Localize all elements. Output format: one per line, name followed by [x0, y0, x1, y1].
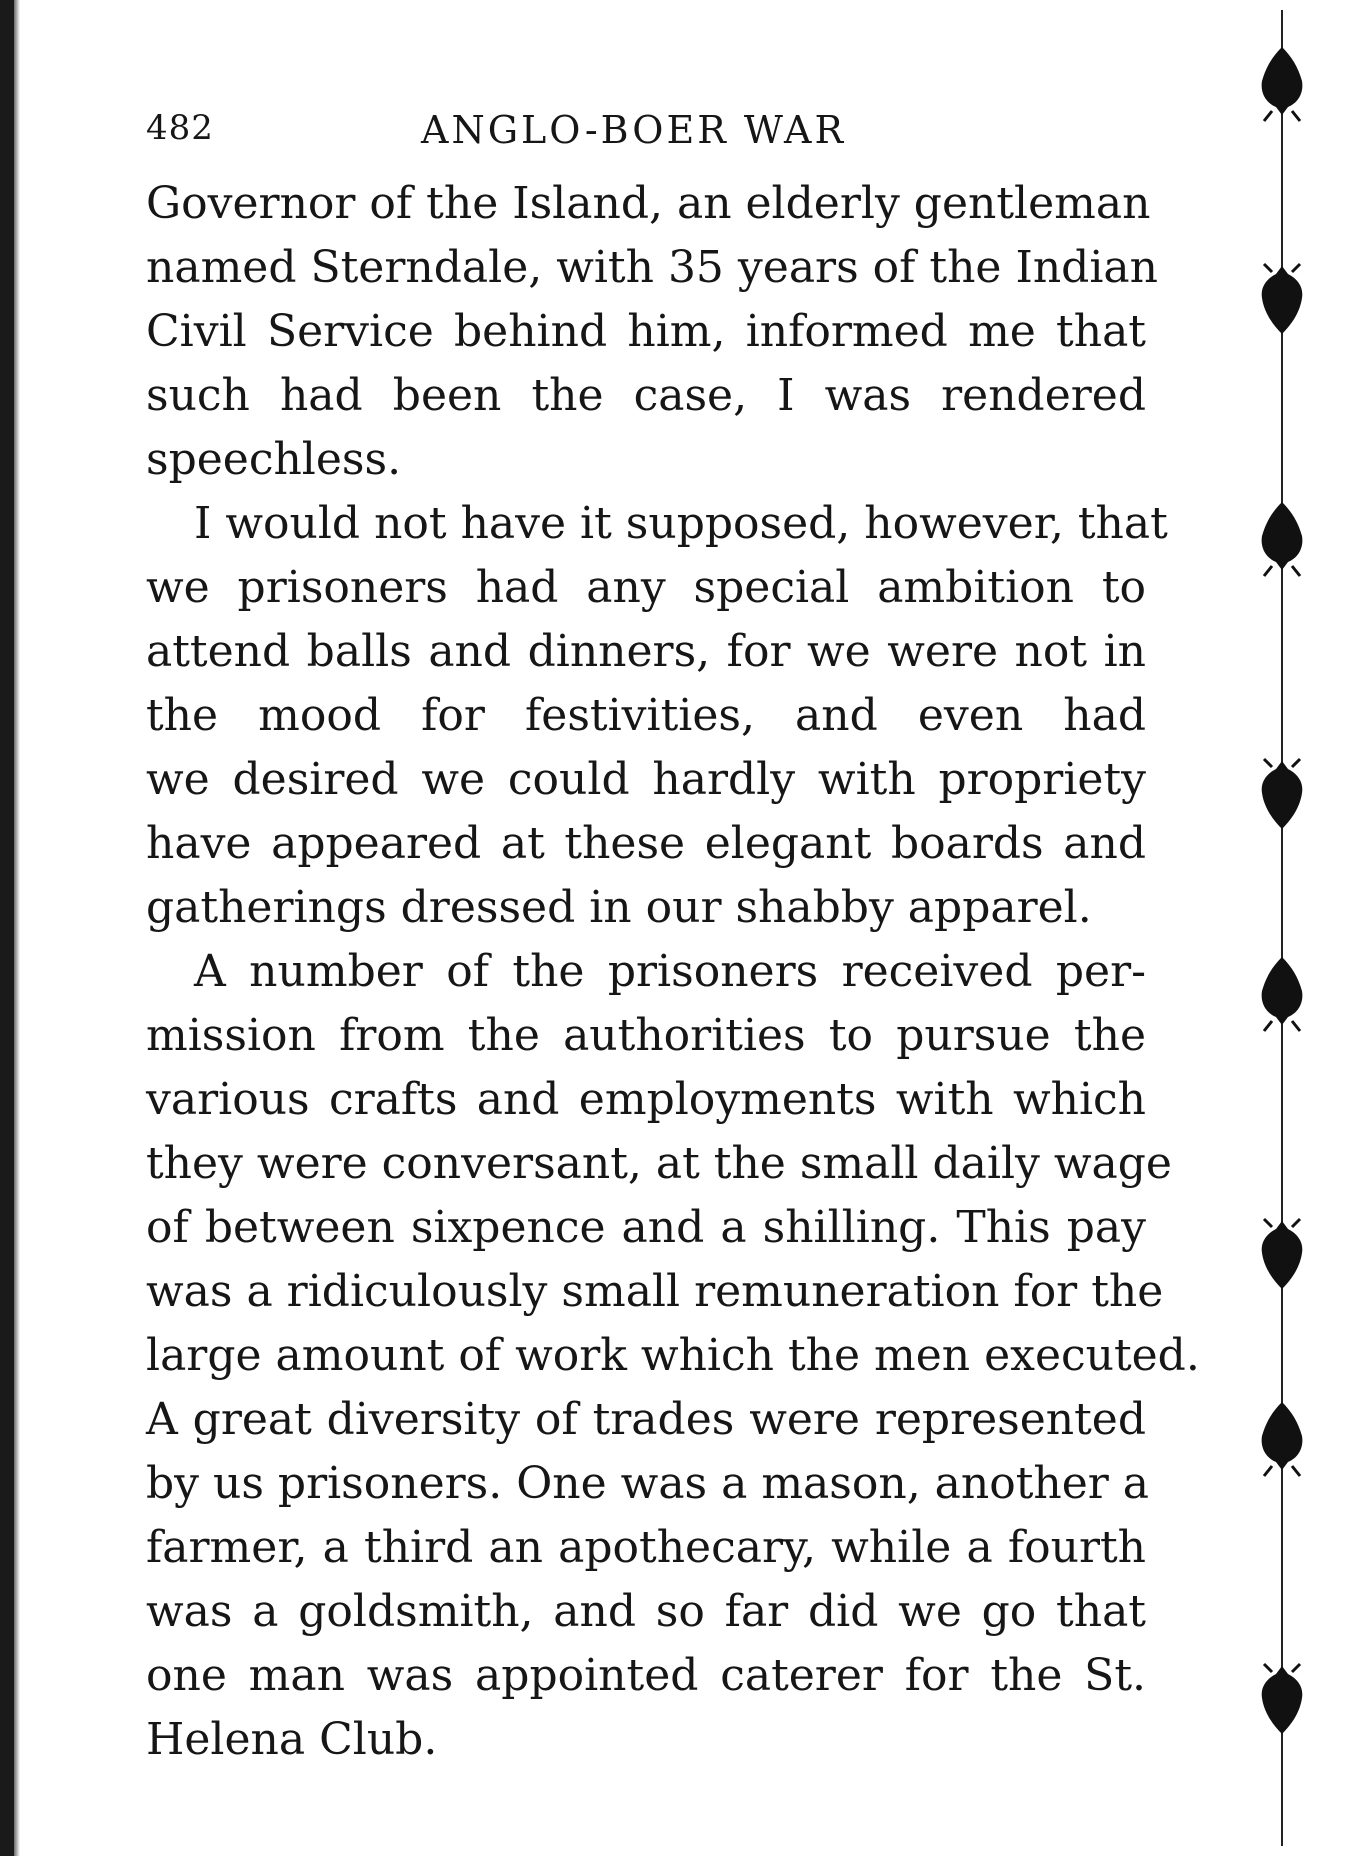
- page-number: 482: [146, 108, 214, 148]
- text-line: Helena Club.: [146, 1714, 438, 1765]
- text-line: they were conversant, at the small daily wage: [146, 1138, 1172, 1189]
- ornament-border: [1248, 0, 1318, 1856]
- text-line: we desired we could hardly with propriety: [146, 754, 1146, 805]
- text-line: Civil Service behind him, informed me that: [146, 306, 1146, 357]
- text-line: named Sterndale, with 35 years of the Indian: [146, 242, 1158, 293]
- leaf-ornament-icon: [1262, 264, 1303, 334]
- leaf-ornament-icon: [1262, 502, 1303, 576]
- text-line: various crafts and employments with which: [146, 1074, 1146, 1125]
- text-line: one man was appointed caterer for the St.: [146, 1650, 1146, 1701]
- ornament-border-svg: [1248, 0, 1318, 1856]
- text-line: attend balls and dinners, for we were not in: [146, 626, 1146, 677]
- leaf-ornament-icon: [1262, 957, 1303, 1031]
- text-line: mission from the authorities to pursue the: [146, 1010, 1146, 1061]
- leaf-ornament-icon: [1262, 759, 1303, 829]
- text-line: A great diversity of trades were represented: [146, 1394, 1146, 1445]
- text-line: of between sixpence and a shilling. This pay: [146, 1202, 1146, 1253]
- leaf-ornament-icon: [1262, 47, 1303, 121]
- text-line: by us prisoners. One was a mason, another a: [146, 1458, 1150, 1509]
- text-line: have appeared at these elegant boards and: [146, 818, 1146, 869]
- text-line: Governor of the Island, an elderly gentleman: [146, 178, 1151, 229]
- text-line: gatherings dressed in our shabby apparel.: [146, 882, 1092, 933]
- running-head: [146, 108, 1156, 158]
- text-line: was a goldsmith, and so far did we go that: [146, 1586, 1146, 1637]
- running-title: ANGLO-BOER WAR: [421, 108, 847, 152]
- paragraph-2: [146, 492, 1168, 940]
- body-text: [146, 172, 1200, 1772]
- text-line: such had been the case, I was rendered: [146, 370, 1146, 421]
- text-line: the mood for festivities, and even had: [146, 690, 1146, 741]
- leaf-ornament-icon: [1262, 1664, 1303, 1734]
- paragraph-1: [146, 172, 1158, 492]
- text-line: large amount of work which the men executed.: [146, 1330, 1200, 1381]
- text-line: I would not have it supposed, however, that: [194, 498, 1168, 549]
- leaf-ornament-icon: [1262, 1219, 1303, 1289]
- text-line: we prisoners had any special ambition to: [146, 562, 1146, 613]
- text-line: speechless.: [146, 434, 402, 485]
- text-line: farmer, a third an apothecary, while a fourth: [146, 1522, 1146, 1573]
- text-line: A number of the prisoners received per-: [194, 946, 1146, 997]
- paragraph-3: [146, 940, 1200, 1772]
- leaf-ornament-icon: [1262, 1402, 1303, 1476]
- text-line: was a ridiculously small remuneration for the: [146, 1266, 1164, 1317]
